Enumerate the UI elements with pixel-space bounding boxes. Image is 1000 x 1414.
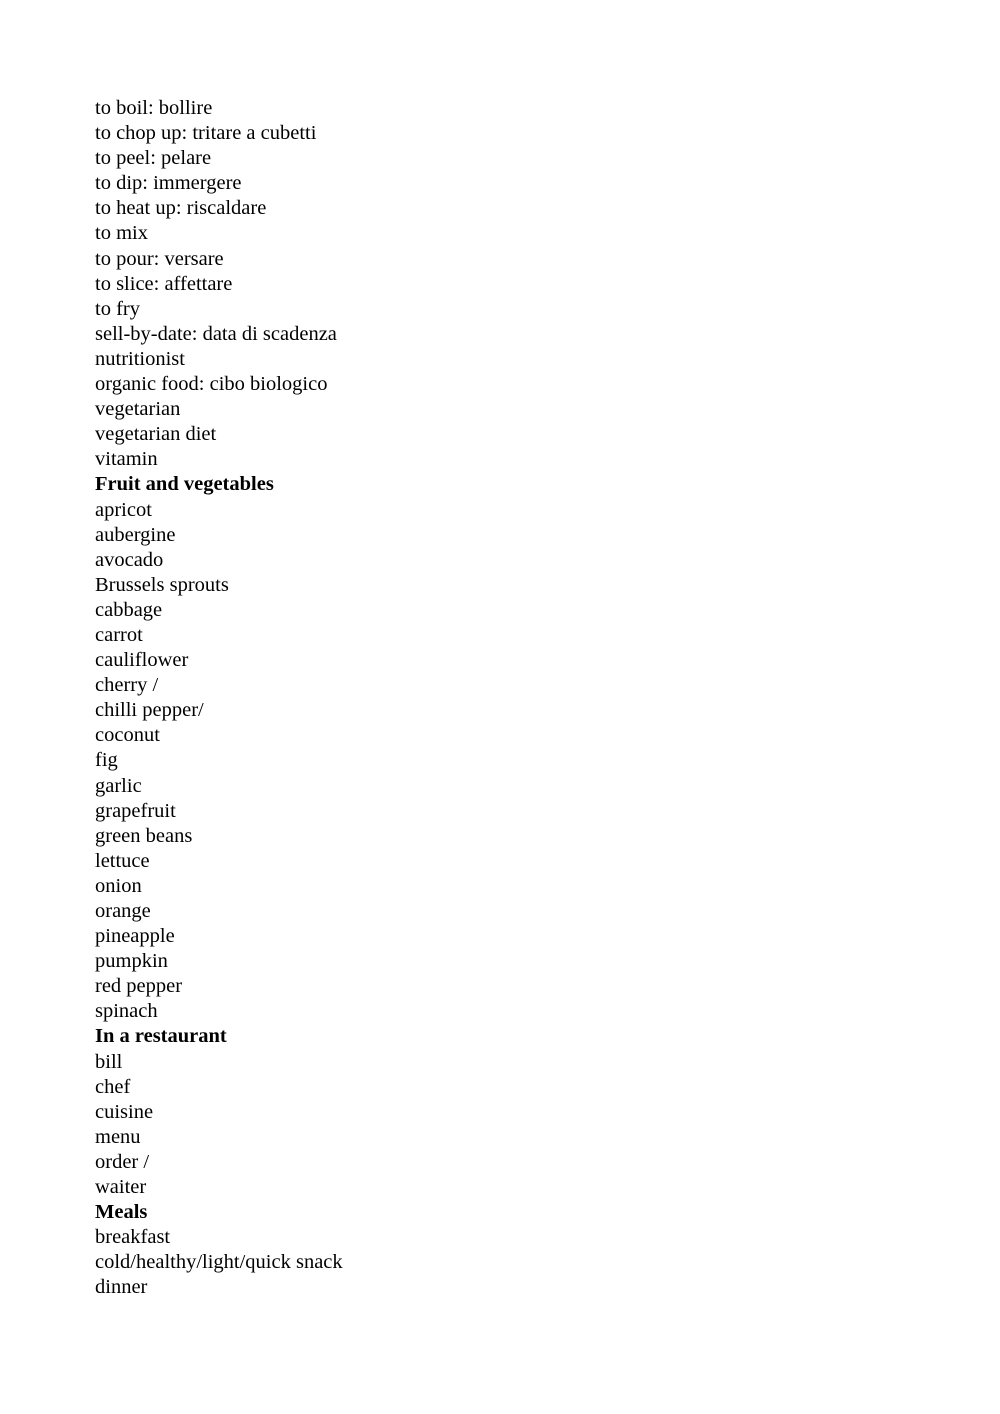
vocabulary-entry: menu <box>95 1125 141 1148</box>
vocabulary-entry: chilli pepper/ <box>95 699 204 722</box>
vocabulary-entry: orange <box>95 900 151 922</box>
vocabulary-entry: fig <box>95 749 118 772</box>
vocabulary-entry: apricot <box>95 498 152 521</box>
vocabulary-entry: aubergine <box>95 523 176 546</box>
section-heading: Fruit and vegetables <box>95 473 274 496</box>
vocabulary-entry: red pepper <box>95 975 183 998</box>
vocabulary-entry: cherry / <box>95 674 159 697</box>
vocabulary-entry: grapefruit <box>95 799 176 822</box>
vocabulary-entry: cauliflower <box>95 649 189 672</box>
vocabulary-entry: to dip: immergere <box>95 172 242 195</box>
vocabulary-entry: to chop up: tritare a cubetti <box>95 122 317 145</box>
section-heading: Meals <box>95 1201 148 1224</box>
vocabulary-entry: chef <box>95 1075 131 1098</box>
section-heading: In a restaurant <box>95 1025 227 1048</box>
vocabulary-entry: to boil: bollire <box>95 97 213 119</box>
vocabulary-entry: dinner <box>95 1276 148 1299</box>
vocabulary-entry: vegetarian <box>95 398 181 421</box>
vocabulary-entry: to heat up: riscaldare <box>95 197 267 220</box>
vocabulary-entry: avocado <box>95 548 164 571</box>
vocabulary-entry: vegetarian diet <box>95 423 217 446</box>
vocabulary-list <box>95 96 915 1301</box>
vocabulary-entry: spinach <box>95 1000 158 1023</box>
vocabulary-entry: order / <box>95 1150 150 1173</box>
vocabulary-entry: coconut <box>95 724 160 747</box>
vocabulary-entry: garlic <box>95 774 142 797</box>
vocabulary-entry: cold/healthy/light/quick snack <box>95 1251 343 1274</box>
vocabulary-entry: to peel: pelare <box>95 147 212 170</box>
vocabulary-entry: waiter <box>95 1176 147 1199</box>
vocabulary-entry: organic food: cibo biologico <box>95 373 328 396</box>
vocabulary-entry: to fry <box>95 297 140 320</box>
vocabulary-entry: green beans <box>95 824 193 847</box>
vocabulary-entry: onion <box>95 874 142 897</box>
vocabulary-entry: sell-by-date: data di scadenza <box>95 322 337 345</box>
vocabulary-entry: pineapple <box>95 925 175 948</box>
vocabulary-entry: bill <box>95 1050 123 1073</box>
vocabulary-entry: lettuce <box>95 849 150 872</box>
vocabulary-entry: breakfast <box>95 1226 171 1249</box>
vocabulary-entry: vitamin <box>95 448 158 471</box>
vocabulary-entry: cuisine <box>95 1100 154 1123</box>
vocabulary-entry: nutritionist <box>95 347 185 370</box>
vocabulary-entry: carrot <box>95 623 143 646</box>
vocabulary-entry: pumpkin <box>95 950 168 973</box>
vocabulary-entry: to pour: versare <box>95 247 224 270</box>
vocabulary-entry: to mix <box>95 222 148 245</box>
vocabulary-entry: cabbage <box>95 598 163 621</box>
vocabulary-entry: to slice: affettare <box>95 272 233 295</box>
vocabulary-entry: Brussels sprouts <box>95 573 229 596</box>
